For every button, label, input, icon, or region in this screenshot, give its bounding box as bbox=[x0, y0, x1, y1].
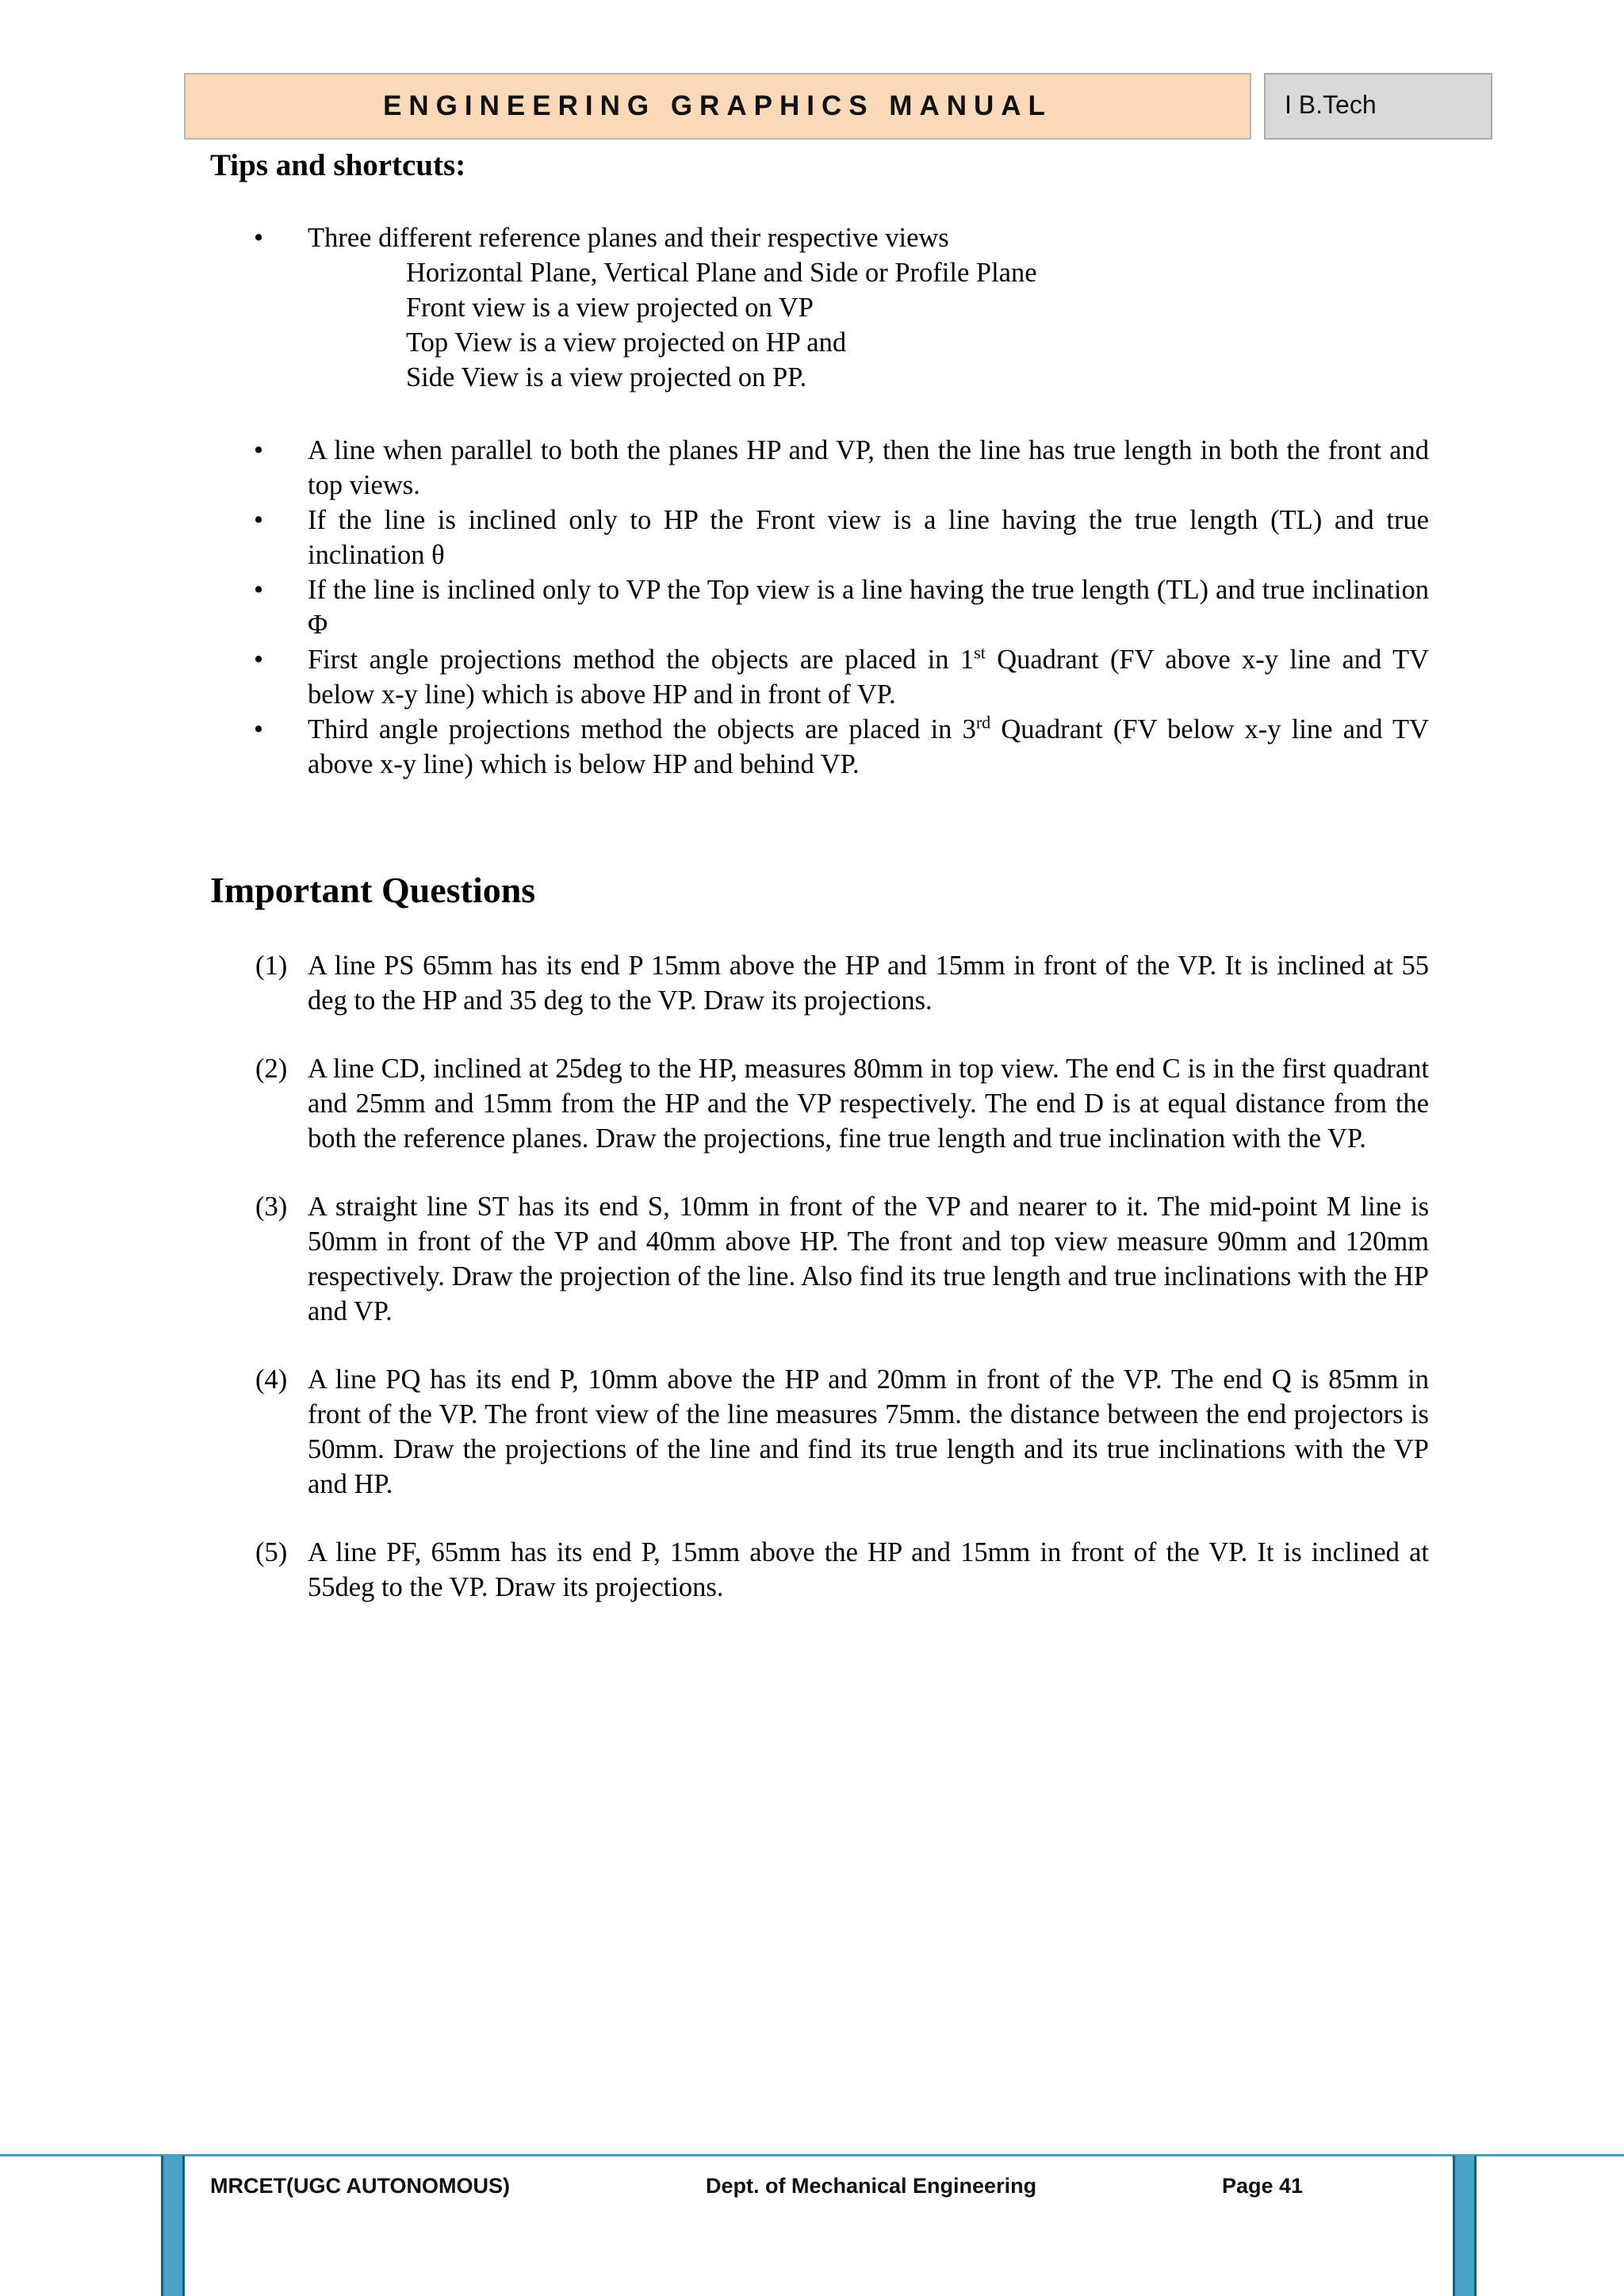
question-item bbox=[255, 1535, 1429, 1605]
bullet-subline: Top View is a view projected on HP and bbox=[406, 327, 847, 358]
bullet-dot: • bbox=[254, 435, 264, 465]
question-item bbox=[255, 1051, 1429, 1156]
bullet-dot: • bbox=[254, 505, 264, 535]
question-item bbox=[255, 948, 1429, 1018]
bullet-text: Three different reference planes and their respective views bbox=[308, 223, 949, 253]
bullet-text: If the line is inclined only to HP the Front view is a line having the true length (TL) and true inclination θ bbox=[308, 505, 1429, 570]
tips-bullet bbox=[254, 572, 1429, 642]
bullet-subline: Horizontal Plane, Vertical Plane and Side or Profile Plane bbox=[406, 258, 1037, 288]
question-number: (1) bbox=[255, 951, 288, 981]
question-item bbox=[255, 1189, 1429, 1329]
question-number: (3) bbox=[255, 1192, 288, 1222]
bullet-subline: Side View is a view projected on PP. bbox=[406, 362, 807, 392]
question-number: (2) bbox=[255, 1054, 288, 1084]
questions-list bbox=[255, 948, 1429, 1638]
question-text: A line PQ has its end P, 10mm above the HP and 20mm in front of the VP. The end Q is 85mm in front of the VP. The front view of the line measures 75mm. the distance between the end projectors is 50mm. Draw the projections of the line and find its true length and its true inclinations with the VP and HP. bbox=[308, 1364, 1429, 1499]
question-number: (4) bbox=[255, 1364, 288, 1395]
bullet-dot: • bbox=[254, 575, 264, 605]
bullet-text: If the line is inclined only to VP the Top view is a line having the true length (TL) and true inclination Φ bbox=[308, 575, 1429, 640]
manual-title-banner bbox=[184, 73, 1251, 140]
tips-bullet-first-angle bbox=[254, 642, 1429, 712]
tips-bullet-planes bbox=[254, 220, 1429, 395]
bullet-text-pre: First angle projections method the objects are placed in 1 bbox=[308, 645, 975, 675]
important-questions-heading: Important Questions bbox=[210, 870, 536, 910]
footer-rule bbox=[0, 2154, 1624, 2156]
question-text: A line PS 65mm has its end P 15mm above the HP and 15mm in front of the VP. It is inclined at 55 deg to the HP and 35 deg to the VP. Draw its projections. bbox=[308, 951, 1429, 1016]
question-text: A line CD, inclined at 25deg to the HP, measures 80mm in top view. The end C is in the first quadrant and 25mm and 15mm from the HP and the VP respectively. The end D is at equal distance from the both the reference planes. Draw the projections, fine true length and true inclination with the VP. bbox=[308, 1054, 1429, 1154]
question-text: A straight line ST has its end S, 10mm in front of the VP and nearer to it. The mid-point M line is 50mm in front of the VP and 40mm above HP. The front and top view measure 90mm and 120mm respectively. Draw the projection of the line. Also find its true length and true inclinations with the HP and VP. bbox=[308, 1192, 1429, 1326]
course-tag: I B.Tech bbox=[1264, 73, 1492, 140]
footer-department: Dept. of Mechanical Engineering bbox=[706, 2174, 1037, 2198]
bullet-text-post: Quadrant (FV below x-y line and TV above x-y line) which is below HP and behind VP. bbox=[308, 714, 1429, 779]
footer-right-bar bbox=[1453, 2156, 1477, 2296]
manual-title: ENGINEERING GRAPHICS MANUAL bbox=[383, 90, 1052, 121]
footer-left-bar bbox=[161, 2156, 185, 2296]
ordinal-suffix: st bbox=[974, 642, 986, 663]
footer-page-number: Page 41 bbox=[1222, 2174, 1304, 2198]
bullet-dot: • bbox=[254, 714, 264, 744]
bullet-text-post: Quadrant (FV above x-y line and TV below x-y line) which is above HP and in front of VP. bbox=[308, 645, 1430, 710]
question-item bbox=[255, 1362, 1429, 1502]
tips-bullet bbox=[254, 433, 1429, 503]
question-number: (5) bbox=[255, 1537, 288, 1567]
tips-heading: Tips and shortcuts: bbox=[210, 148, 466, 182]
ordinal-suffix: rd bbox=[975, 712, 991, 733]
bullet-dot: • bbox=[254, 223, 264, 253]
bullet-subline: Front view is a view projected on VP bbox=[406, 293, 814, 323]
tips-bullet-third-angle bbox=[254, 712, 1429, 782]
bullet-dot: • bbox=[254, 645, 264, 675]
footer-institution: MRCET(UGC AUTONOMOUS) bbox=[210, 2174, 510, 2198]
question-text: A line PF, 65mm has its end P, 15mm above the HP and 15mm in front of the VP. It is inclined at 55deg to the VP. Draw its projections. bbox=[308, 1537, 1429, 1602]
bullet-text: A line when parallel to both the planes HP and VP, then the line has true length in both the front and top views. bbox=[308, 435, 1429, 500]
bullet-text-pre: Third angle projections method the objects are placed in 3 bbox=[308, 714, 976, 744]
tips-bullet bbox=[254, 503, 1429, 572]
tips-list bbox=[254, 220, 1429, 782]
